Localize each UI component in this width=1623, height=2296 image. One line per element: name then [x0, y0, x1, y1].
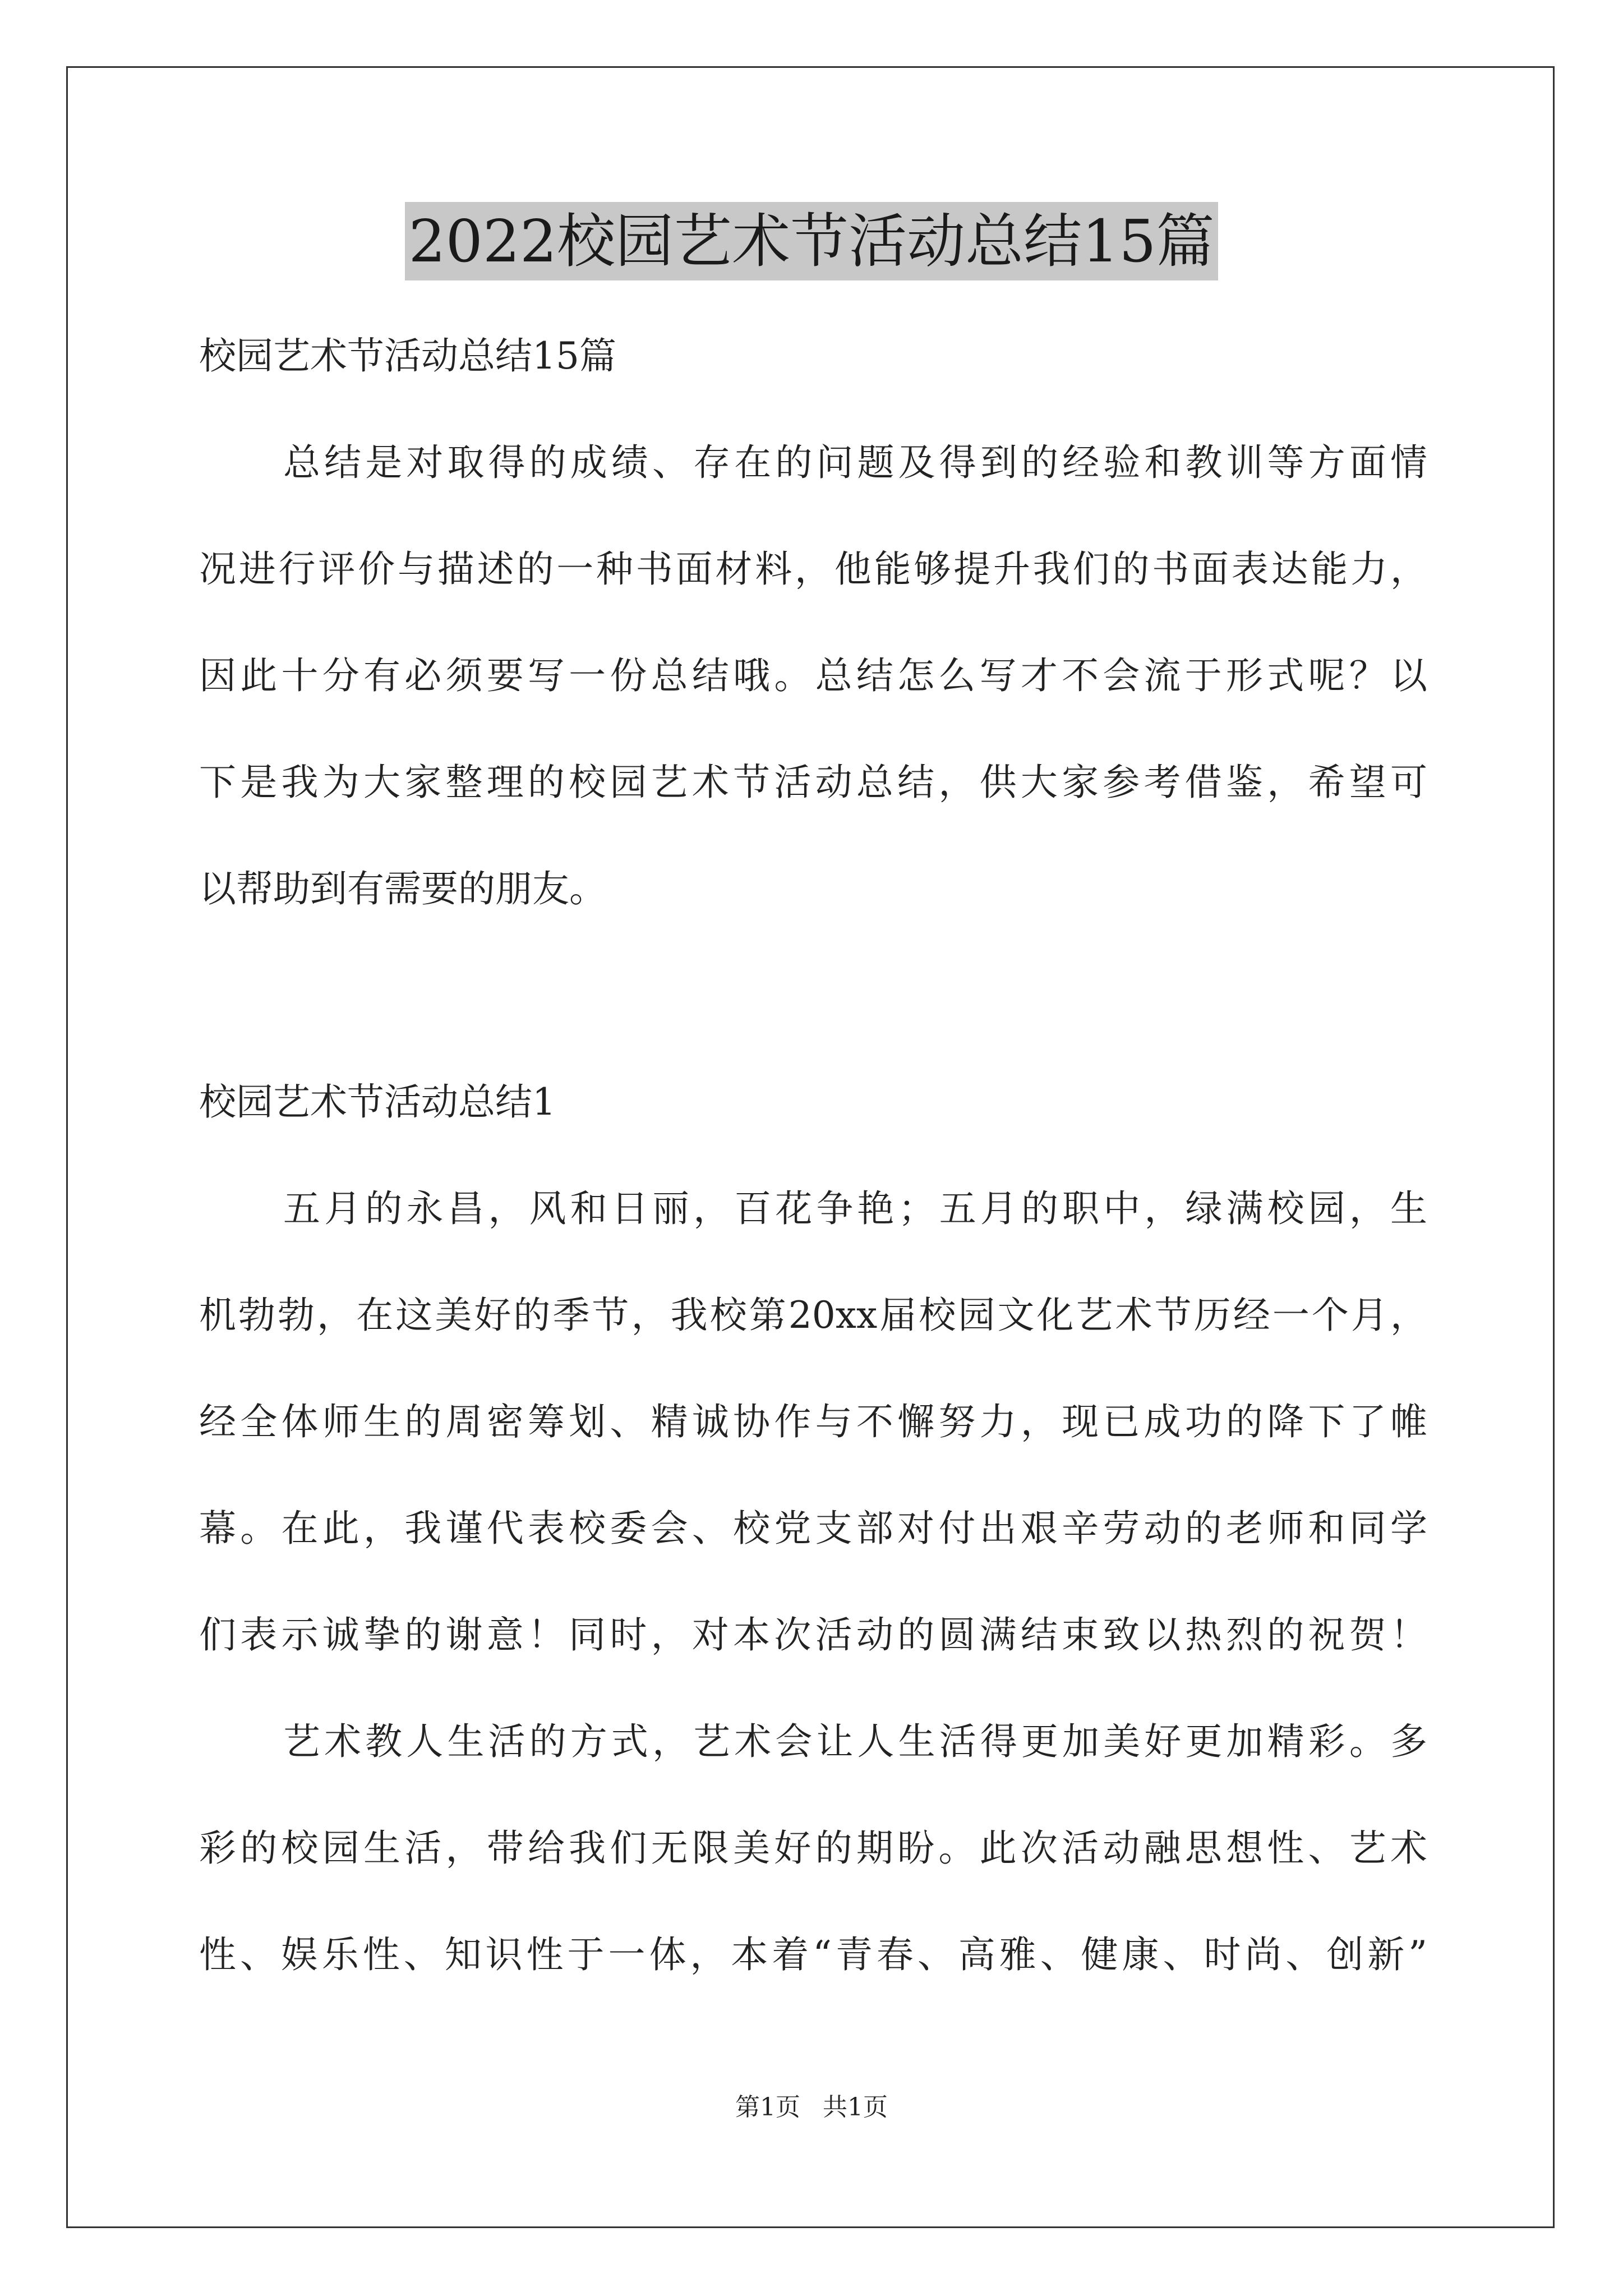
intro-line: 因此十分有必须要写一份总结哦。总结怎么写才不会流于形式呢？以: [199, 654, 1427, 697]
paragraph-gap: [199, 942, 1427, 1049]
intro-line: 总结是对取得的成绩、存在的问题及得到的经验和教训等方面情: [283, 441, 1427, 484]
intro-line: 下是我为大家整理的校园艺术节活动总结，供大家参考借鉴，希望可: [199, 761, 1427, 804]
paragraph-line: 艺术教人生活的方式，艺术会让人生活得更加美好更加精彩。多: [283, 1720, 1427, 1763]
page-number-total: 共1页: [823, 2093, 888, 2122]
document-title: 2022校园艺术节活动总结15篇: [405, 202, 1218, 280]
document-subtitle: 校园艺术节活动总结15篇: [199, 334, 616, 378]
paragraph-line: 性、娱乐性、知识性于一体，本着“青春、高雅、健康、时尚、创新”: [199, 1933, 1427, 1976]
page-footer: [0, 2087, 1623, 2123]
paragraph-line: 彩的校园生活，带给我们无限美好的期盼。此次活动融思想性、艺术: [199, 1826, 1427, 1870]
intro-line: 以帮助到有需要的朋友。: [199, 867, 606, 910]
paragraph-line: 们表示诚挚的谢意！同时，对本次活动的圆满结束致以热烈的祝贺！: [199, 1613, 1427, 1657]
paragraph-line: 机勃勃，在这美好的季节，我校第20xx届校园文化艺术节历经一个月，: [199, 1294, 1427, 1337]
intro-line: 况进行评价与描述的一种书面材料，他能够提升我们的书面表达能力，: [199, 547, 1427, 591]
page-number-current: 第1页: [735, 2093, 800, 2122]
document-body: [199, 303, 1427, 2008]
title-container: [0, 202, 1623, 280]
paragraph-line: 经全体师生的周密筹划、精诚协作与不懈努力，现已成功的降下了帷: [199, 1400, 1427, 1443]
paragraph-line: 五月的永昌，风和日丽，百花争艳；五月的职中，绿满校园，生: [283, 1187, 1427, 1230]
section-heading: 校园艺术节活动总结1: [199, 1080, 556, 1124]
paragraph-line: 幕。在此，我谨代表校委会、校党支部对付出艰辛劳动的老师和同学: [199, 1507, 1427, 1550]
